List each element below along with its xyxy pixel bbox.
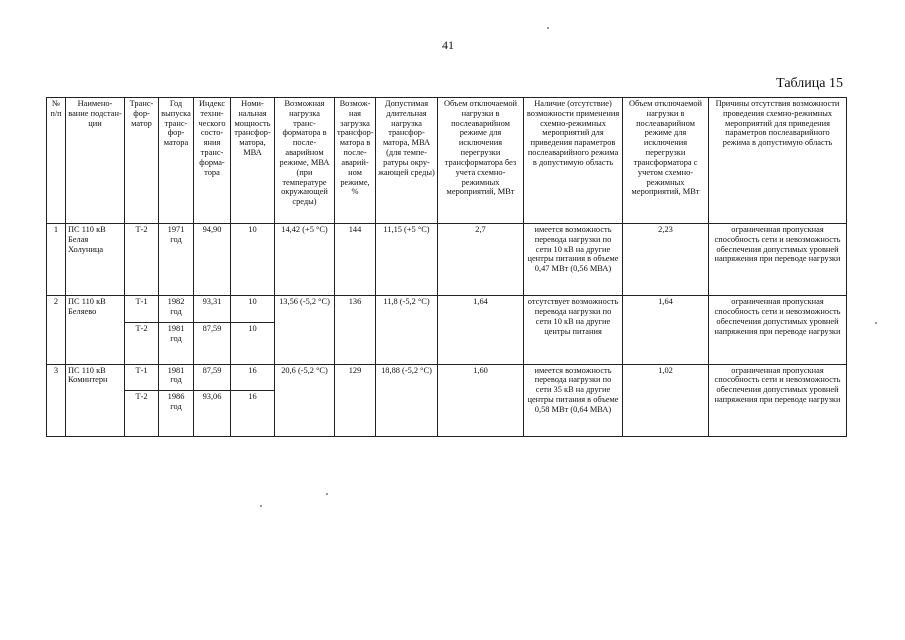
condition-index: 93,06 — [194, 391, 231, 437]
row-number: 1 — [47, 224, 66, 296]
absence-reason: ограниченная пропускная способность сети и невозможность обеспечения допустимых уровней напряжения при переводе нагрузки — [709, 364, 847, 436]
scan-speck — [547, 27, 549, 29]
disconnect-without-measures: 1,64 — [438, 296, 524, 364]
substation-name: ПС 110 кВ Беляево — [66, 296, 125, 364]
allowed-load: 11,8 (-5,2 °С) — [376, 296, 438, 364]
nominal-power: 10 — [231, 296, 275, 323]
measures-possibility: имеется возможность перевода нагрузки по сети 35 кВ на другие центры питания в объеме 0,58 МВт (0,64 МВА) — [524, 364, 623, 436]
page-number: 41 — [442, 38, 454, 52]
measures-possibility: имеется возможность перевода нагрузки по сети 10 кВ на другие центры питания в объеме 0,47 МВт (0,56 МВА) — [524, 224, 623, 296]
transformer-table — [46, 97, 847, 437]
column-header: Наимено-вание подстан-ции — [66, 98, 125, 224]
loading-percent: 136 — [335, 296, 376, 364]
disconnect-with-measures: 1,64 — [623, 296, 709, 364]
possible-load: 13,56 (-5,2 °С) — [275, 296, 335, 364]
manufacture-year: 1981 год — [159, 364, 194, 391]
manufacture-year: 1981 год — [159, 323, 194, 364]
allowed-load: 18,88 (-5,2 °С) — [376, 364, 438, 436]
loading-percent: 129 — [335, 364, 376, 436]
scan-speck — [260, 505, 262, 507]
transformer-name: Т-1 — [125, 364, 159, 391]
allowed-load: 11,15 (+5 °С) — [376, 224, 438, 296]
condition-index: 93,31 — [194, 296, 231, 323]
column-header: Причины отсутствия возможности проведения схемно-режимных мероприятий для приведения параметров послеаварийного режима в допустимую область — [709, 98, 847, 224]
possible-load: 14,42 (+5 °С) — [275, 224, 335, 296]
header-row — [47, 98, 847, 224]
disconnect-with-measures: 1,02 — [623, 364, 709, 436]
condition-index: 87,59 — [194, 323, 231, 364]
table-row — [47, 296, 847, 323]
transformer-name: Т-2 — [125, 323, 159, 364]
nominal-power: 16 — [231, 364, 275, 391]
possible-load: 20,6 (-5,2 °С) — [275, 364, 335, 436]
disconnect-without-measures: 1,60 — [438, 364, 524, 436]
column-header: № п/п — [47, 98, 66, 224]
column-header: Номи-нальная мощность трансфор-матора, МВА — [231, 98, 275, 224]
table-title: Таблица 15 — [776, 76, 843, 91]
loading-percent: 144 — [335, 224, 376, 296]
transformer-name: Т-2 — [125, 224, 159, 296]
row-number: 2 — [47, 296, 66, 364]
column-header: Транс-фор-матор — [125, 98, 159, 224]
condition-index: 87,59 — [194, 364, 231, 391]
table-row — [47, 224, 847, 296]
substation-name: ПС 110 кВ Коминтерн — [66, 364, 125, 436]
column-header: Год выпуска транс-фор-матора — [159, 98, 194, 224]
disconnect-without-measures: 2,7 — [438, 224, 524, 296]
column-header: Допустимая длительная нагрузка трансфор-матора, МВА (для темпе-ратуры окру-жающей среды) — [376, 98, 438, 224]
manufacture-year: 1971 год — [159, 224, 194, 296]
absence-reason: ограниченная пропускная способность сети и невозможность обеспечения допустимых уровней напряжения при переводе нагрузки — [709, 296, 847, 364]
condition-index: 94,90 — [194, 224, 231, 296]
disconnect-with-measures: 2,23 — [623, 224, 709, 296]
column-header: Наличие (отсутствие) возможности применения схемно-режимных мероприятий для приведения параметров послеаварийного режима в допустимую область — [524, 98, 623, 224]
nominal-power: 10 — [231, 323, 275, 364]
transformer-name: Т-2 — [125, 391, 159, 437]
column-header: Возмож-ная загрузка трансфор-матора в после-аварий-ном режиме, % — [335, 98, 376, 224]
manufacture-year: 1982 год — [159, 296, 194, 323]
nominal-power: 10 — [231, 224, 275, 296]
column-header: Возможная нагрузка транс-форматора в после-аварийном режиме, МВА (при температуре окружающей среды) — [275, 98, 335, 224]
column-header: Индекс техни-ческого состо-яния транс-форма-тора — [194, 98, 231, 224]
row-number: 3 — [47, 364, 66, 436]
substation-name: ПС 110 кВ Белая Холуница — [66, 224, 125, 296]
manufacture-year: 1986 год — [159, 391, 194, 437]
column-header: Объем отключаемой нагрузки в послеаварийном режиме для исключения перегрузки трансформатора без учета схемно-режимных мероприятий, МВт — [438, 98, 524, 224]
measures-possibility: отсутствует возможность перевода нагрузки по сети 10 кВ на другие центры питания — [524, 296, 623, 364]
absence-reason: ограниченная пропускная способность сети и невозможность обеспечения допустимых уровней напряжения при переводе нагрузки — [709, 224, 847, 296]
column-header: Объем отключаемой нагрузки в послеаварийном режиме для исключения перегрузки трансформатора с учетом схемно-режимных мероприятий, МВт — [623, 98, 709, 224]
transformer-name: Т-1 — [125, 296, 159, 323]
nominal-power: 16 — [231, 391, 275, 437]
scan-speck — [326, 493, 328, 495]
scan-speck — [875, 322, 877, 324]
table-row — [47, 364, 847, 391]
